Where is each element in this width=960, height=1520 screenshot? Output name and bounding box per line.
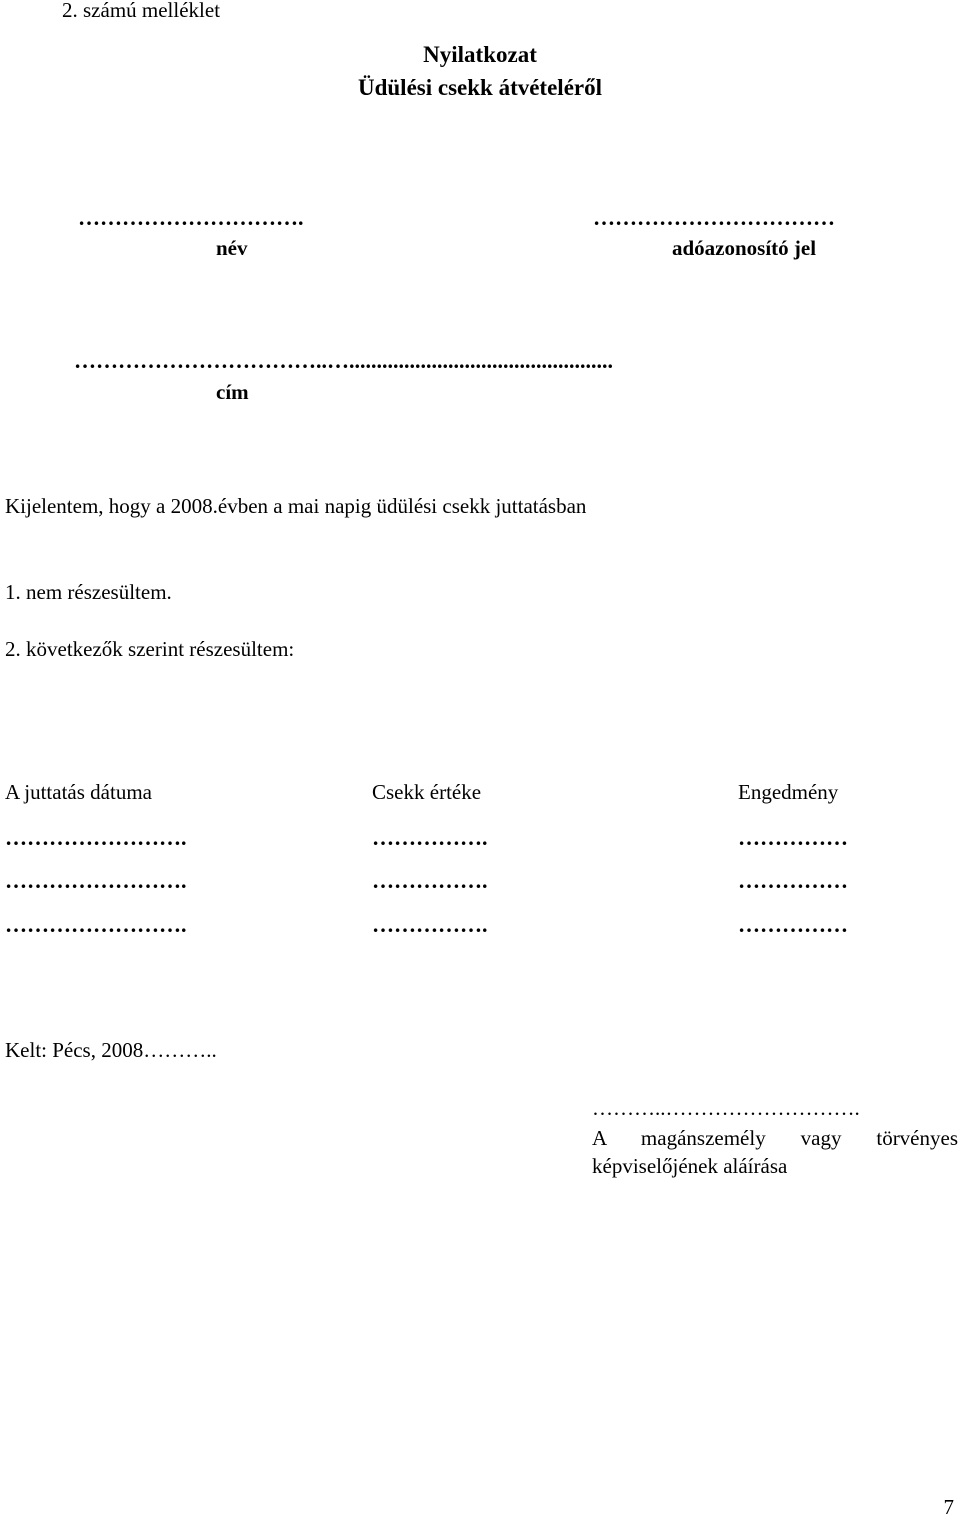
table-cell-discount: …………… <box>738 912 848 937</box>
table-cell-discount: …………… <box>738 825 848 850</box>
tax-id-label: adóazonosító jel <box>672 236 817 260</box>
table-cell-value: ……………. <box>372 912 488 937</box>
option-received: 2. következők szerint részesültem: <box>5 637 295 661</box>
signature-dots: ………..………………………. <box>592 1096 860 1120</box>
annex-label: 2. számú melléklet <box>62 0 221 22</box>
table-cell-discount: …………… <box>738 868 848 893</box>
option-not-received: 1. nem részesültem. <box>5 580 172 604</box>
table-cell-value: ……………. <box>372 825 488 850</box>
page-number: 7 <box>943 1495 954 1519</box>
document-subtitle: Üdülési csekk átvételéről <box>357 75 602 100</box>
table-header-date: A juttatás dátuma <box>5 780 152 804</box>
table-cell-value: ……………. <box>372 868 488 893</box>
document-title: Nyilatkozat <box>423 42 537 67</box>
table-header-value: Csekk értéke <box>372 780 482 804</box>
address-dots: ……………………………..…................................................ <box>74 348 613 373</box>
name-label: név <box>216 236 248 260</box>
signature-caption: A magánszemély vagy törvényes képviselőjének aláírása <box>592 1126 958 1178</box>
table-cell-date: ……………………. <box>5 868 187 893</box>
table-cell-date: ……………………. <box>5 825 187 850</box>
statement-text: Kijelentem, hogy a 2008.évben a mai napig üdülési csekk juttatásban <box>5 494 587 518</box>
name-dots: …………………………. <box>78 205 304 230</box>
place-date: Kelt: Pécs, 2008……….. <box>5 1038 217 1062</box>
tax-id-dots: …………………………… <box>593 205 835 230</box>
table-cell-date: ……………………. <box>5 912 187 937</box>
address-label: cím <box>216 380 249 404</box>
table-header-discount: Engedmény <box>738 780 839 804</box>
